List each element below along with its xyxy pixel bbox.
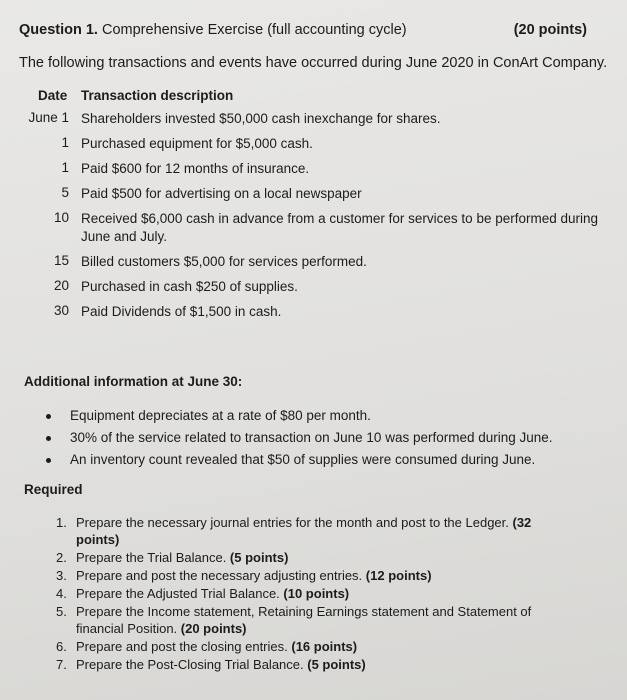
transaction-date: 10 — [53, 210, 69, 225]
item-text: Prepare the Adjusted Trial Balance. — [76, 586, 284, 601]
required-item — [56, 549, 546, 566]
item-number: 5. — [56, 604, 67, 619]
item-points: (12 points) — [365, 568, 432, 583]
required-item — [56, 656, 546, 673]
item-number: 6. — [56, 639, 67, 654]
required-item — [56, 603, 546, 637]
transaction-row — [25, 135, 615, 153]
required-item — [56, 514, 546, 548]
transaction-date: June 1 — [28, 110, 69, 125]
required-item — [56, 567, 546, 584]
item-number: 3. — [56, 568, 67, 583]
bullet-icon — [46, 458, 51, 463]
transaction-table-header — [25, 88, 615, 110]
transaction-description: Shareholders invested $50,000 cash inexchange for shares. — [81, 111, 441, 126]
bullet-icon — [46, 414, 51, 419]
transaction-table — [25, 88, 615, 328]
transaction-row — [25, 160, 615, 178]
date-column-header: Date — [38, 88, 68, 103]
list-item — [46, 429, 553, 451]
transaction-row — [25, 110, 615, 128]
list-item — [46, 451, 553, 473]
transaction-description: Paid $600 for 12 months of insurance. — [81, 161, 310, 176]
item-number: 2. — [56, 550, 67, 565]
required-item — [56, 585, 546, 602]
item-number: 7. — [56, 657, 67, 672]
transaction-row — [25, 185, 615, 203]
list-item-text: An inventory count revealed that $50 of supplies were consumed during June. — [70, 452, 536, 467]
item-text: Prepare the Income statement, Retaining Earnings statement and Statement of financial Position. — [76, 604, 532, 636]
required-heading: Required — [24, 482, 83, 497]
intro-text: The following transactions and events have occurred during June 2020 in ConArt Company. — [19, 55, 608, 71]
transaction-description: Purchased in cash $250 of supplies. — [81, 279, 298, 294]
additional-info-list — [46, 407, 553, 473]
transaction-date: 15 — [53, 253, 69, 268]
item-text: Prepare the Post-Closing Trial Balance. — [76, 657, 308, 672]
question-points: (20 points) — [513, 22, 587, 38]
item-points: (32 points) — [76, 515, 532, 547]
transaction-date: 30 — [53, 303, 69, 318]
item-points: (5 points) — [229, 550, 289, 565]
additional-info-heading: Additional information at June 30: — [24, 374, 243, 389]
item-text: Prepare and post the closing entries. — [76, 639, 292, 654]
item-text: Prepare the Trial Balance. — [76, 550, 230, 565]
transaction-description: Paid $500 for advertising on a local newspaper — [81, 186, 362, 201]
transaction-date: 5 — [61, 185, 69, 200]
question-header — [19, 22, 587, 44]
item-number: 4. — [56, 586, 67, 601]
transaction-description: Paid Dividends of $1,500 in cash. — [81, 304, 282, 319]
transaction-row — [25, 303, 615, 321]
list-item-text: 30% of the service related to transaction on June 10 was performed during June. — [70, 430, 553, 445]
list-item-text: Equipment depreciates at a rate of $80 per month. — [70, 408, 371, 423]
transaction-date: 1 — [61, 160, 69, 175]
question-title — [19, 22, 407, 38]
transaction-date: 1 — [61, 135, 69, 150]
question-label: Question 1. — [19, 22, 98, 38]
item-text: Prepare the necessary journal entries for the month and post to the Ledger. — [76, 515, 513, 530]
item-points: (20 points) — [180, 621, 247, 636]
description-column-header: Transaction description — [81, 88, 234, 103]
bullet-icon — [46, 436, 51, 441]
transaction-description: Billed customers $5,000 for services performed. — [81, 254, 367, 269]
transaction-row — [25, 210, 615, 246]
transaction-row — [25, 253, 615, 271]
item-text: Prepare and post the necessary adjusting entries. — [76, 568, 366, 583]
required-list — [56, 514, 546, 674]
item-points: (5 points) — [307, 657, 366, 672]
item-points: (16 points) — [291, 639, 358, 654]
transaction-description: Received $6,000 cash in advance from a customer for services to be performed during June and July. — [81, 211, 599, 244]
transaction-date: 20 — [53, 278, 69, 293]
question-title-text: Comprehensive Exercise (full accounting cycle) — [97, 22, 407, 38]
item-points: (10 points) — [283, 586, 350, 601]
required-item — [56, 638, 546, 655]
transaction-description: Purchased equipment for $5,000 cash. — [81, 136, 313, 151]
item-number: 1. — [56, 515, 67, 530]
list-item — [46, 407, 553, 429]
transaction-row — [25, 278, 615, 296]
